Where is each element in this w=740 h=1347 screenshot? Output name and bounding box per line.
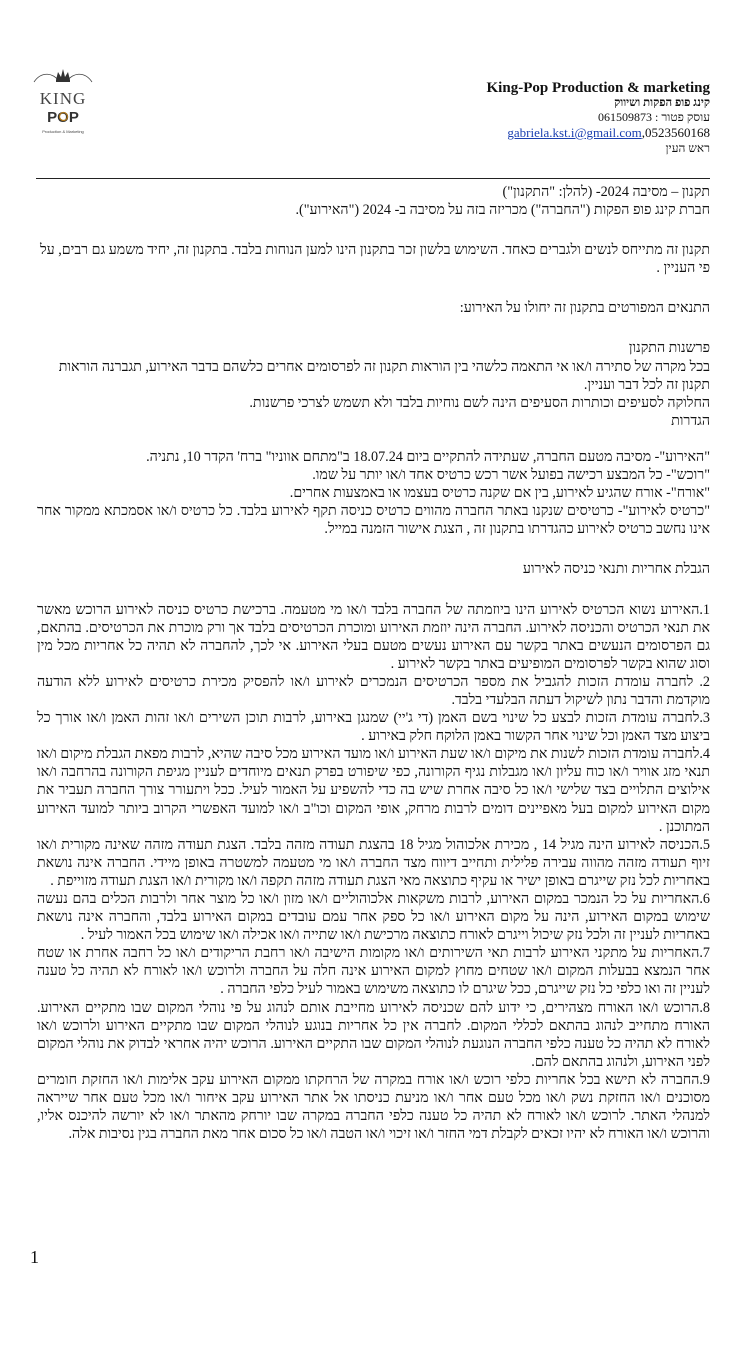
contact-line (310, 125, 710, 141)
definition-guest: "אורח"- אורח שהגיע לאירוע, בין אם שקנה כרטיס בעצמו או באמצעות אחרים. (289, 485, 710, 502)
king-pop-logo (28, 60, 98, 140)
definition-buyer: "רוכש"- כל המבצע רכישה בפועל אשר רכש כרטיס אחד ו/או יותר על שמו. (312, 467, 710, 484)
clause-5: 5.הכניסה לאירוע הינה מגיל 14 , מכירת אלכוהול מגיל 18 בהצגת תעודה מזהה בלבד. הצגת תעודה מזהה שאינה מקורית ו/או זיוף תעודה מזהה מהווה עבירה פלילית ותחייב דיווח מצד החברה ו/או מי מטעמה למשטרה באופן מיידי. החברה אינה נושאת באחריות לכל נזק שייגרם באופן ישיר או עקיף כתוצאה מאי הצגת תעודה מזהה תקפה ו/או מקורית ו/או הצגת תעודה מזוייפת . (37, 836, 710, 889)
logo-text-king: KING (39, 89, 87, 108)
clause-1: 1.האירוע נשוא הכרטיס לאירוע הינו ביוזמתה של החברה בלבד ו/או מי מטעמה. ברכישת כרטיס כניסה לאירוע הרוכש מאשר את תנאי הכרטיס והכניסה לאירוע. החברה הינה יוזמת האירוע ומוכרת הכרטיסים בלבד אך ורק מוכרת את הכרטיסים. בהתאם, גם הפרסומים הנעשים באתר בקשר עם האירוע נעשים מטעם בעלי האירוע. אי לכך, להחברה לא תהיה כל אחריות מכל מין וסוג שהוא בקשר לפרסומים המופיעים באתר בקשר לאירוע . (37, 601, 710, 672)
company-header (310, 79, 710, 156)
header-divider (36, 178, 710, 179)
city: ראש העין (665, 141, 710, 155)
liability-heading: הגבלת אחריות ותנאי כניסה לאירוע (522, 561, 710, 578)
definition-event: "האירוע"- מסיבה מטעם החברה, שעתידה להתקיים ביום 18.07.24 ב"מתחם אווניו" ברח' הקדר 10, נתניה. (146, 448, 710, 465)
interpretation-paragraph-2: החלוקה לסעיפים וכותרות הסעיפים הינה לשם נוחיות בלבד ולא תשמש לצרכי פרשנות. (249, 394, 710, 411)
clause-8: 8.הרוכש ו/או האורח מצהירים, כי ידוע להם שכניסה לאירוע מחייבת אותם לנהוג על פי נוהלי המקום שבו מתקיים האירוע. האורח מתחייב לנהוג בהתאם לכללי המקום. לחברה אין כל אחריות בנוגע לנוהלי המקום שבו מתקיים האירוע ולרוכש ו/או לאורח לא תהיה כל טענה כלפי החברה הנוגעת לנוהלי המקום שבו התקיים האירוע. הרוכש יהיה אחראי לבדוק את נוהלי המקום לפני האירוע, ולנהוג בהתאם להם. (37, 999, 710, 1070)
email-link[interactable]: gabriela.kst.i@gmail.com (507, 125, 642, 140)
clause-3: 3.לחברה עומדת הזכות לבצע כל שינוי בשם האמן (די ג'יי) שמנגן באירוע, לרבות תוכן השירים ו/או זהות האמן ו/או אורך כל ביצוע מצד האמן וכל שינוי אחר הקשור באמן הלוקח חלק באירוע . (37, 710, 710, 745)
logo-tagline: Production & Marketing (42, 129, 84, 134)
company-name-en: King-Pop Production & marketing (486, 80, 710, 96)
page-number: 1 (30, 1247, 39, 1267)
interpretation-heading: פרשנות התקנון (628, 340, 710, 357)
company-name-he: קינג פופ הפקות ושיווק (614, 97, 710, 109)
interpretation-paragraph-1: בכל מקרה של סתירה ו/או אי התאמה כלשהי בין הוראות תקנון זה לפרסומים אחרים כלשהם בדבר האירוע, תגברנה הוראות תקנון זה לכל דבר ועניין. (58, 358, 710, 393)
title-line: תקנון – מסיבה 2024- (להלן: "התקנון") (502, 184, 710, 200)
clause-4: 4.לחברה עומדת הזכות לשנות את מיקום ו/או שעת האירוע ו/או מועד האירוע מכל סיבה שהיא, לרבות מפאת הגבלת מיקום ו/או תנאי מזג אוויר ו/או כוח עליון ו/או מגבלות נגיף הקורונה, כפי שיפורט בפרק תנאים מיוחדים לעניין מגיפת הקורונה בהרחבה ו/או אילוצים התלויים בצד שלישי ו/או כל סיבה אחרת שיש בה כדי להשפיע על האמור לעיל. ככל ויתעורר צורך החברה תעביר את מקום האירוע למקום בעל מאפיינים דומים לרבות מרחק, אופי המקום וכו"ב ו/או למועד האפשרי הקרוב ביותר למועד האירוע המתוכנן . (37, 746, 710, 835)
intro-line: חברת קינג פופ הפקות ("החברה") מכריזה בזה על מסיבה ב- 2024 ("האירוע"). (295, 202, 710, 219)
clause-9: 9.החברה לא תישא בכל אחריות כלפי רוכש ו/או אורח במקרה של הרחקתו ממקום האירוע עקב אלימות ו/או החזקת חומרים מסוכנים ו/או החזקת נשק ו/או מכל טעם אחר ו/או מניעת כניסתו אל אתר האירוע עקב איחור ו/או מכל טעם אחר שייראה למנהלי האתר. לרוכש ו/או לאורח לא תהיה כל טענה כלפי החברה במקרה שבו יורחק מהאתר ו/או לא יורשה להיכנס אליו, והרוכש ו/או האורח לא יהיו זכאים לקבלת דמי החזר ו/או זיכוי ו/או הטבה ו/או כל סכום אחר מאת החברה בגין נסיבות אלה. (37, 1071, 710, 1143)
gender-note: תקנון זה מתייחס לנשים ולגברים כאחד. השימוש בלשון זכר בתקנון הינו למען הנוחות בלבד. בתקנון זה, יחיד משמע גם רבים, על פי העניין . (40, 242, 710, 277)
definition-tickets: "כרטיס לאירוע"- כרטיסים שנקנו באתר החברה מהווים כרטיס כניסה תקף לאירוע בלבד. כל כרטיס ו/או אסמכתא ממקור אחר אינו נחשב כרטיס לאירוע כהגדרתו בתקנון זה , הצגת אישור הזמנה במייל. (37, 503, 710, 538)
clause-2: 2. לחברה עומדת הזכות להגביל את מספר הכרטיסים הנמכרים לאירוע ו/או להפסיק מכירת כרטיסים לאירוע ללא הודעה מוקדמת והדבר נתון לשיקול דעתה הבלעדי בלבד. (37, 673, 710, 708)
document-body (37, 183, 710, 1143)
phone-number: ,0523560168 (641, 125, 710, 140)
business-id: עוסק פטור : 061509873 (598, 110, 710, 124)
clause-7: 7.האחריות על מתקני האירוע לרבות תאי השירותים ו/או מקומות הישיבה ו/או רחבת הריקודים ו/או כל רחבה אחרת או שטח אחר הנמצא בבעלות המקום ו/או שטחים מחוץ למקום האירוע אינה חלה על החברה ולרוכש ו/או לאורח לא תהיה כל טענה לעניין זה ואו כלפי כל נזק שייגרם, ככל שיגרם לו כתוצאה משימוש באמור לעיל כלפי החברה . (37, 945, 710, 998)
definitions-heading: הגדרות (671, 412, 710, 429)
logo-text-pop: POP (47, 109, 79, 126)
clause-6: 6.האחריות על כל הנמכר במקום האירוע, לרבות משקאות אלכוהוליים ו/או מזון ו/או כל מוצר אחר ולרבות הכלים בהם נעשה שימוש במקום האירוע, הינה על מקום האירוע ו/או כל ספק אחר עמם עובדים במקום האירוע בלבד, והחברה אינה נושאת באחריות לעניין זה ולכל נזק שיכול וייגרם לאורח כתוצאה מרכישת ו/או שתייה ו/או אכילה ו/או שימוש בכל האמור לעיל . (37, 891, 710, 944)
terms-intro: התנאים המפורטים בתקנון זה יחולו על האירוע: (459, 300, 710, 317)
